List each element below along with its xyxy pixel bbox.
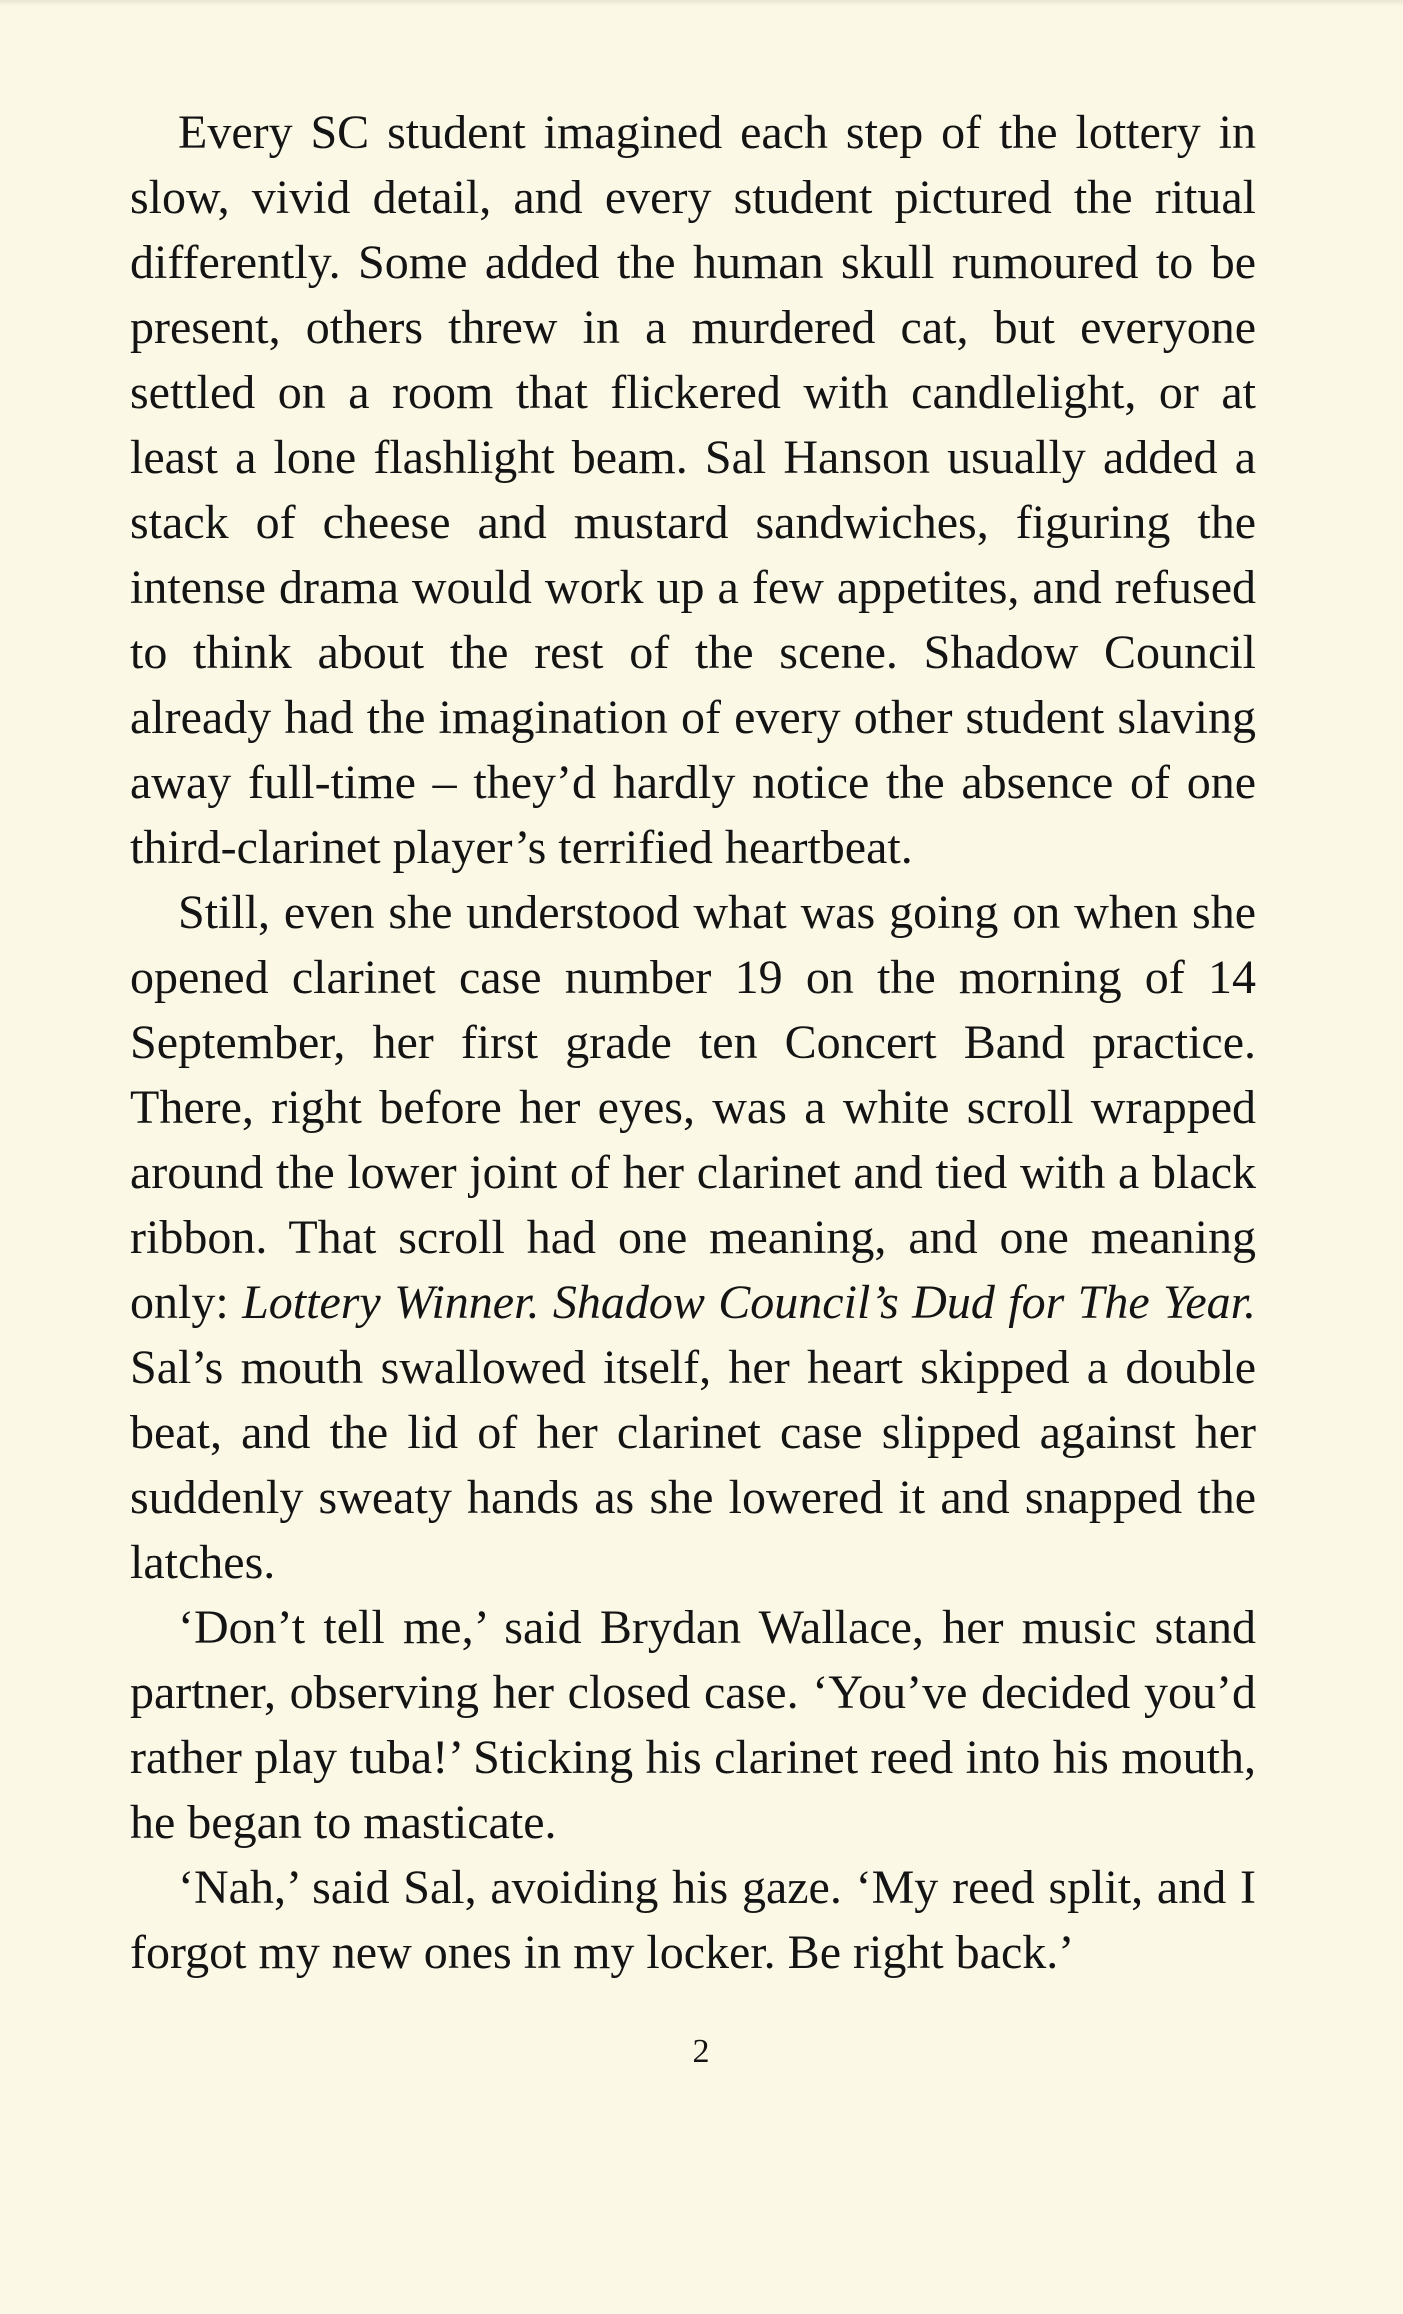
paragraph-clarinet-case [130,880,1256,1595]
paragraph-lottery-imagined: Every SC student imagined each step of the lottery in slow, vivid detail, and every student pictured the ritual differently. Some added the human skull rumoured to be present, others threw in a murdered cat, but everyone settled on a room that flickered with candlelight, or at least a lone flashlight beam. Sal Hanson usually added a stack of cheese and mustard sandwiches, figuring the intense drama would work up a few appetites, and refused to think about the rest of the scene. Shadow Council already had the imagination of every other student slaving away full-time – they’d hardly notice the absence of one third-clarinet player’s terrified heartbeat. [130,106,1256,874]
paragraph-sal-reply: ‘Nah,’ said Sal, avoiding his gaze. ‘My reed split, and I forgot my new ones in my locker. Be right back.’ [130,1861,1256,1979]
paragraph-clarinet-case-text-start: Still, even she understood what was going on when she opened clarinet case number 19 on the morning of 14 September, her first grade ten Concert Band practice. There, right before her eyes, was a white scroll wrapped around the lower joint of her clarinet and tied with a black ribbon. That scroll had one meaning, and one meaning only: [130,886,1256,1329]
page-number: 2 [692,2033,711,2070]
paragraph-brydan-dialogue: ‘Don’t tell me,’ said Brydan Wallace, her music stand partner, observing her closed case. ‘You’ve decided you’d rather play tuba!’ Sticking his clarinet reed into his mouth, he began to masticate. [130,1601,1256,1849]
paragraph-clarinet-case-text-end: Sal’s mouth swallowed itself, her heart skipped a double beat, and the lid of her clarinet case slipped against her suddenly sweaty hands as she lowered it and snapped the latches. [130,1341,1256,1589]
lottery-winner-italic: Lottery Winner. Shadow Council’s Dud for The Year. [242,1276,1257,1329]
body-text [130,100,1256,1985]
